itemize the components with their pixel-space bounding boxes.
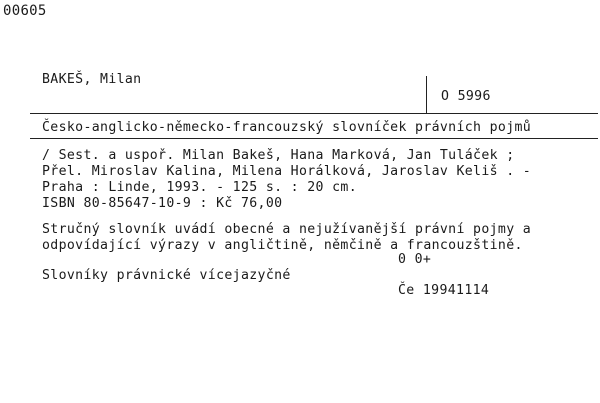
description-line-1: / Sest. a uspoř. Milan Bakeš, Hana Marková, Jan Tuláček ; (42, 148, 515, 163)
card-number: 00605 (3, 3, 47, 19)
call-number: O 5996 (441, 89, 491, 104)
title: Česko-anglicko-německo-francouzský slovníček právních pojmů (42, 120, 532, 135)
code-mark: 0 0+ (398, 252, 432, 267)
record-stamp: Če 19941114 (398, 283, 490, 298)
author-heading: BAKEŠ, Milan (42, 72, 142, 87)
description-line-3: Praha : Linde, 1993. - 125 s. : 20 cm. (42, 180, 358, 195)
call-number-divider (426, 76, 427, 114)
annotation-line-1: Stručný slovník uvádí obecné a nejužívanější právní pojmy a (42, 222, 532, 237)
subject-heading: Slovníky právnické vícejazyčné (42, 268, 291, 283)
description-line-2: Přel. Miroslav Kalina, Milena Horálková, Jaroslav Keliš . - (42, 164, 532, 179)
isbn-price-line: ISBN 80-85647-10-9 : Kč 76,00 (42, 196, 283, 211)
annotation-line-2: odpovídající výrazy v angličtině, němčině a francouzštině. (42, 238, 523, 253)
title-top-rule (30, 113, 598, 114)
title-bottom-rule (30, 138, 598, 139)
